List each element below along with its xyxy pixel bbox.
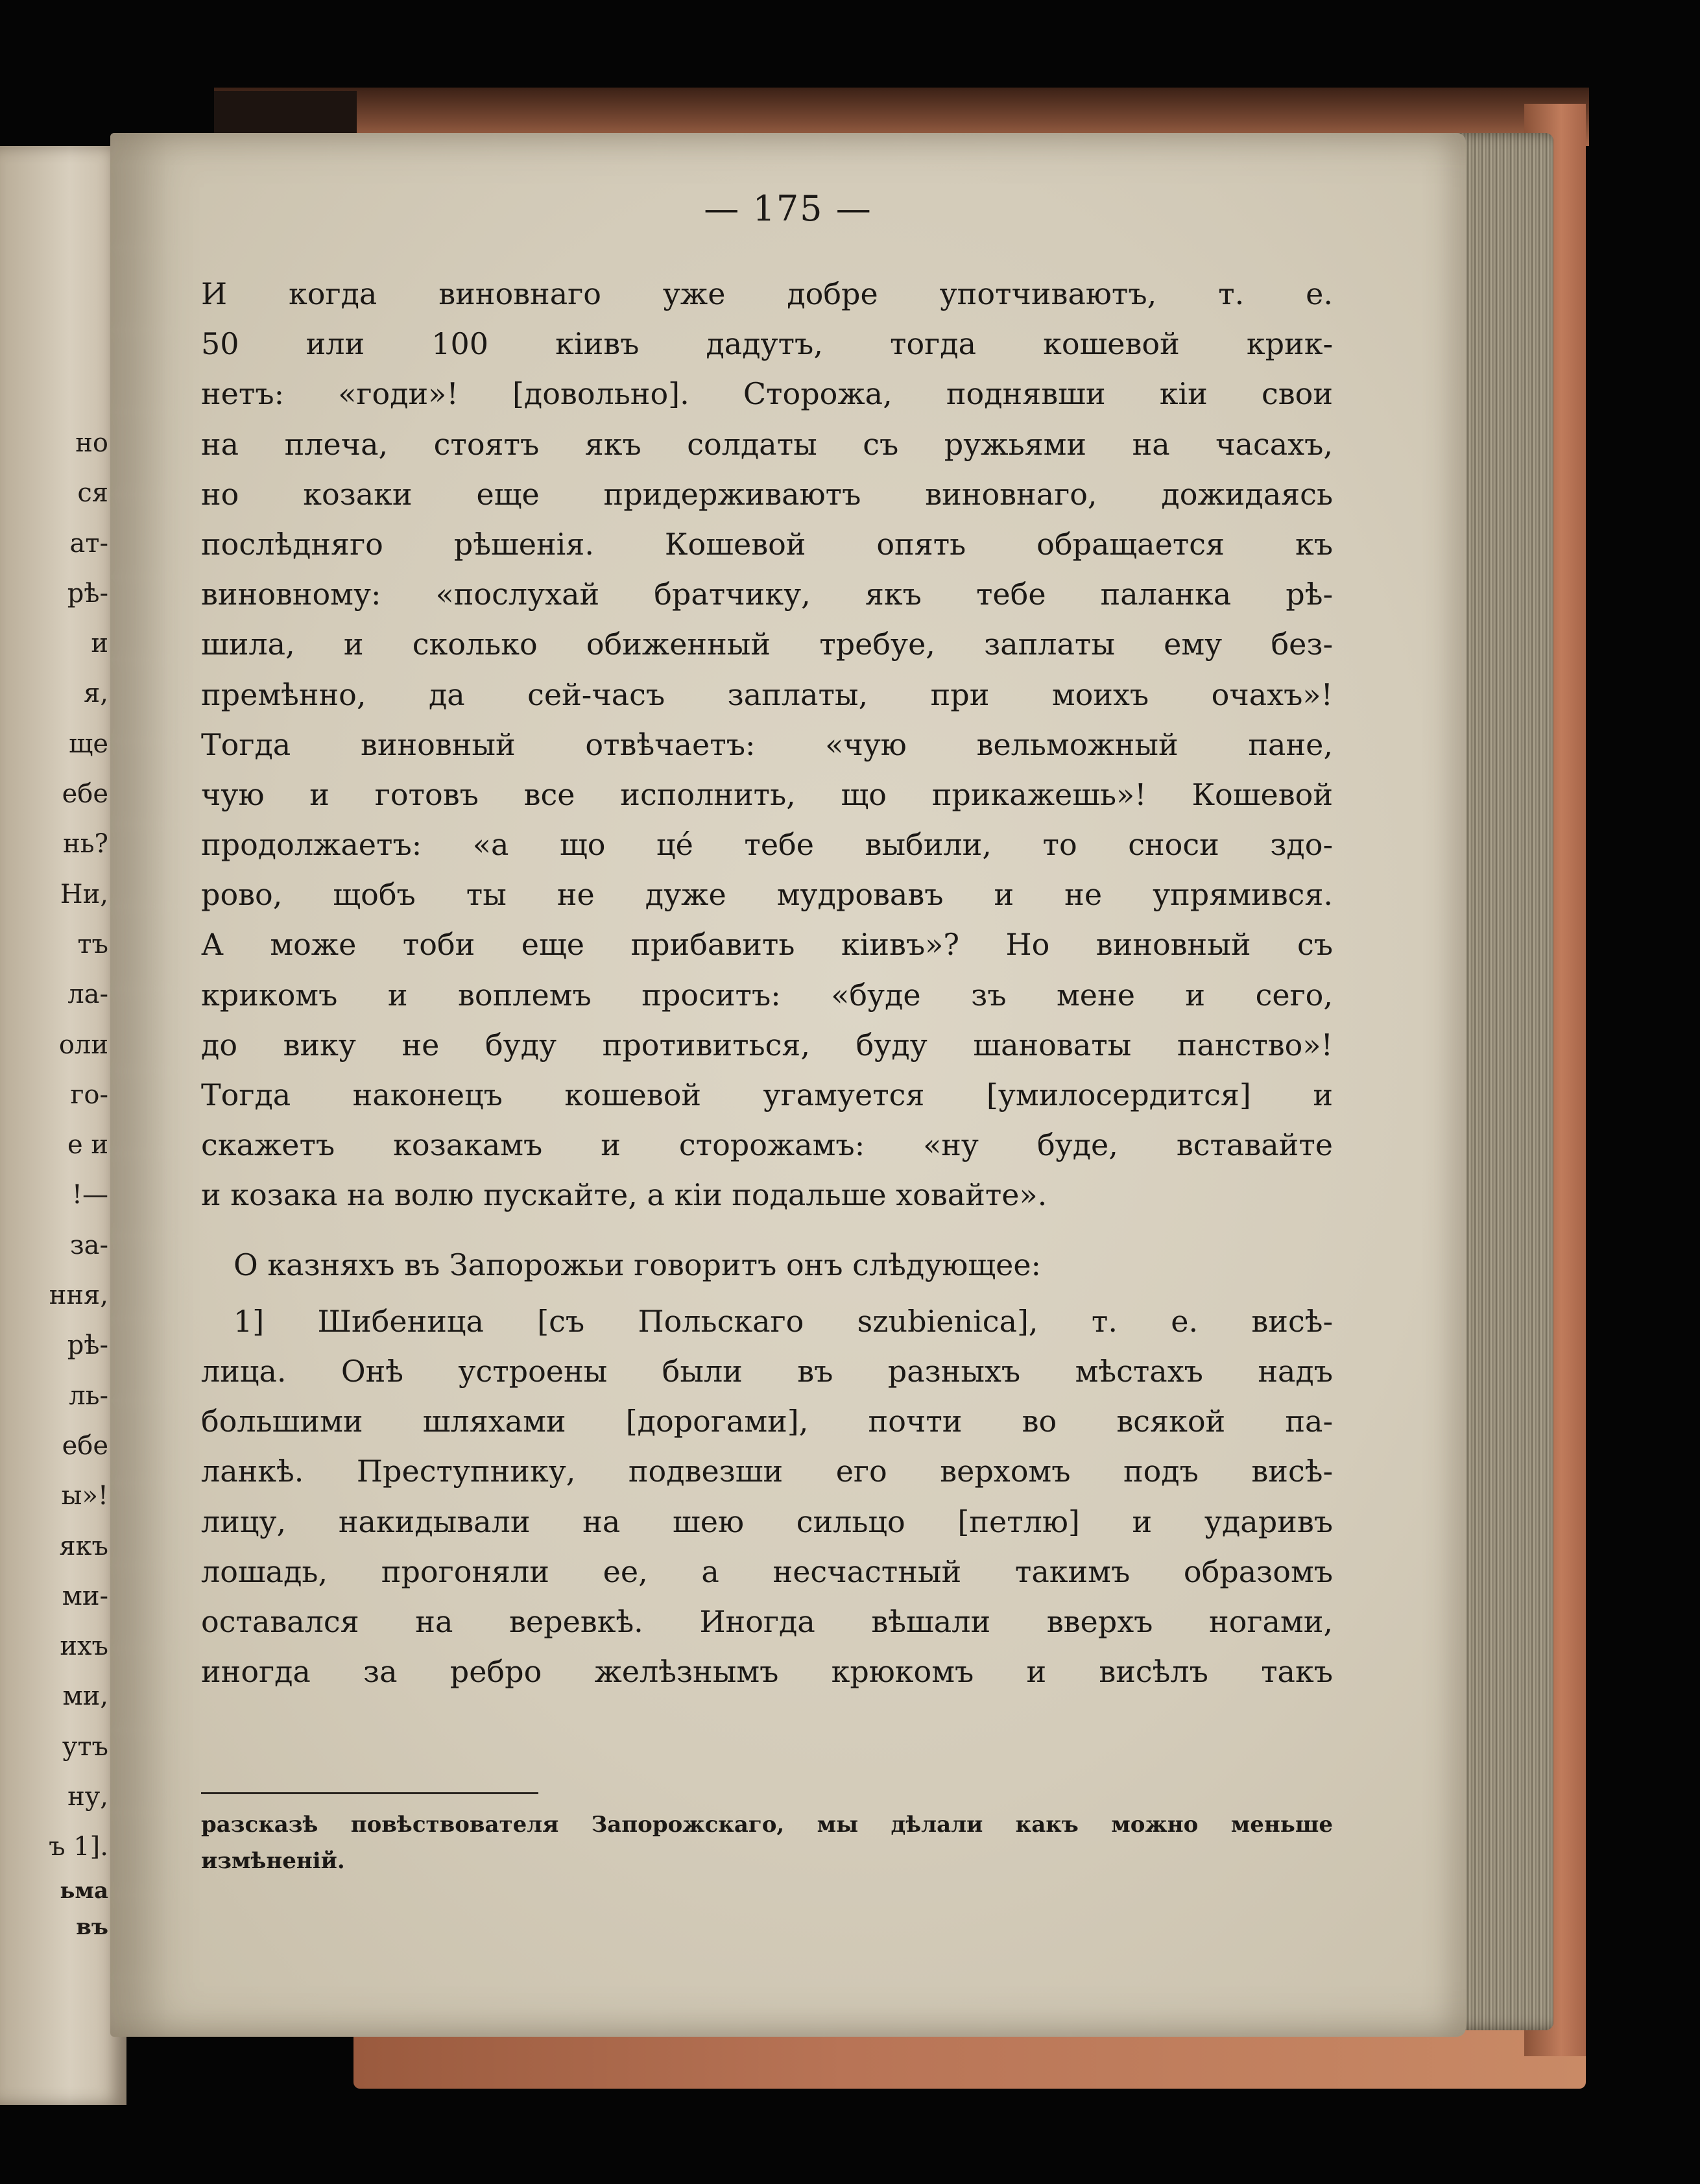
left-page-fragment: !— (71, 1180, 108, 1210)
text-line: скажетъ козакамъ и сторожамъ: «ну буде, вставайте (201, 1127, 1333, 1163)
paragraph-3 (201, 1297, 1333, 1698)
paragraph-2: О казняхъ въ Запорожьи говоритъ онъ слѣдующее: (233, 1247, 1042, 1282)
text-line: Тогда наконецъ кошевой угамуется [умилосердится] и (201, 1077, 1333, 1112)
left-page (0, 146, 126, 2105)
text-line: оставался на веревкѣ. Иногда вѣшали вверхъ ногами, (201, 1603, 1333, 1639)
text-line: Тогда виновный отвѣчаетъ: «чую вельможный пане, (201, 726, 1333, 762)
footnote-line: разсказѣ повѣствователя Запорожскаго, мы дѣлали какъ можно меньше (201, 1812, 1333, 1838)
left-page-fragment: е и (67, 1130, 108, 1160)
text-line: иногда за ребро желѣзнымъ крюкомъ и висѣлъ такъ (201, 1654, 1333, 1690)
left-page-fragment: ы»! (61, 1481, 108, 1511)
left-page-fragment: ихъ (60, 1631, 108, 1662)
text-line: А може тоби еще прибавить кiивъ»? Но виновный съ (201, 927, 1333, 963)
left-page-fragment: ми- (62, 1581, 108, 1611)
left-page-fragment: ми, (62, 1681, 108, 1712)
left-page-fragment: ль- (69, 1380, 108, 1411)
text-line: крикомъ и воплемъ проситъ: «буде зъ мене и сего, (201, 977, 1333, 1013)
left-page-fragment: ще (69, 728, 108, 759)
left-page-fragment: и (91, 629, 108, 659)
text-line: до вику не буду противиться, буду шановаты панство»! (201, 1027, 1333, 1062)
left-page-fragment: нь? (63, 829, 108, 859)
footnote (201, 1806, 1333, 1879)
left-page-fragment: оли (58, 1029, 108, 1060)
text-line: премѣнно, да сей-часъ заплаты, при моихъ очахъ»! (201, 677, 1333, 712)
text-line: послѣдняго рѣшенiя. Кошевой опять обращается къ (201, 526, 1333, 562)
page-number: — 175 — (704, 188, 872, 229)
left-page-fragment: ат- (69, 528, 108, 558)
text-line: 50 или 100 кiивъ дадутъ, тогда кошевой крик- (201, 326, 1333, 362)
text-line: шила, и сколько обиженный требуе, заплаты ему без- (201, 627, 1333, 662)
left-page-fragment: рѣ- (67, 578, 108, 608)
footnote-line: измѣненiй. (201, 1848, 345, 1874)
text-line: виновному: «послухай братчику, якъ тебе паланка рѣ- (201, 577, 1333, 612)
text-line: продолжаетъ: «а що цé тебе выбили, то сноси здо- (201, 827, 1333, 863)
left-page-fragment: за- (69, 1230, 108, 1260)
text-line: на плеча, стоятъ якъ солдаты съ ружьями на часахъ, (201, 426, 1333, 462)
text-line: 1] Шибеница [съ Польскаго szubienica], т. е. висѣ- (233, 1303, 1333, 1339)
text-line: лица. Онѣ устроены были въ разныхъ мѣстахъ надъ (201, 1353, 1333, 1389)
footnote-divider (201, 1792, 538, 1794)
left-page-fragment: рѣ- (67, 1330, 108, 1361)
left-page-fragment: ебе (62, 1430, 108, 1461)
text-line: И когда виновнаго уже добре употчиваютъ, т. е. (201, 276, 1333, 311)
left-page-fragment: ла- (67, 979, 108, 1010)
left-page-fragment: тъ (77, 929, 108, 959)
page-body (201, 269, 1333, 1697)
left-page-fragment: я, (84, 678, 108, 709)
left-page-fragment: ну, (67, 1782, 108, 1812)
text-line: ланкѣ. Преступнику, подвезши его верхомъ подъ висѣ- (201, 1454, 1333, 1489)
text-line: нетъ: «годи»! [довольно]. Сторожа, поднявши кiи свои (201, 376, 1333, 412)
left-page-fragment: въ (76, 1914, 108, 1940)
text-line: рово, щобъ ты не дуже мудровавъ и не упрямився. (201, 877, 1333, 913)
text-line: лицу, накидывали на шею сильцо [петлю] и ударивъ (201, 1504, 1333, 1539)
left-page-fragment: ъ 1]. (49, 1832, 108, 1862)
right-page (110, 133, 1466, 2037)
text-line: большими шляхами [дорогами], почти во всякой па- (201, 1404, 1333, 1439)
left-page-fragment: ння, (49, 1280, 108, 1311)
text-line: чую и готовъ все исполнить, що прикажешь»! Кошевой (201, 776, 1333, 812)
left-page-fragment: Ни, (60, 879, 108, 909)
text-line: и козака на волю пускайте, а кiи подальше ховайте». (201, 1177, 1048, 1213)
left-page-fragment: но (75, 428, 108, 458)
text-line: лошадь, прогоняли ее, а несчастный такимъ образомъ (201, 1554, 1333, 1589)
left-page-fragment: якъ (59, 1531, 108, 1561)
left-page-fragment: ебе (62, 779, 108, 810)
text-line: но козаки еще придерживаютъ виновнаго, дожидаясь (201, 476, 1333, 512)
left-page-fragment: утъ (62, 1731, 108, 1762)
paragraph-1 (201, 269, 1333, 1221)
left-page-fragment: ьма (60, 1877, 108, 1904)
left-page-fragment: ся (77, 478, 108, 509)
left-page-text (5, 418, 108, 1945)
left-page-fragment: го- (70, 1079, 108, 1110)
